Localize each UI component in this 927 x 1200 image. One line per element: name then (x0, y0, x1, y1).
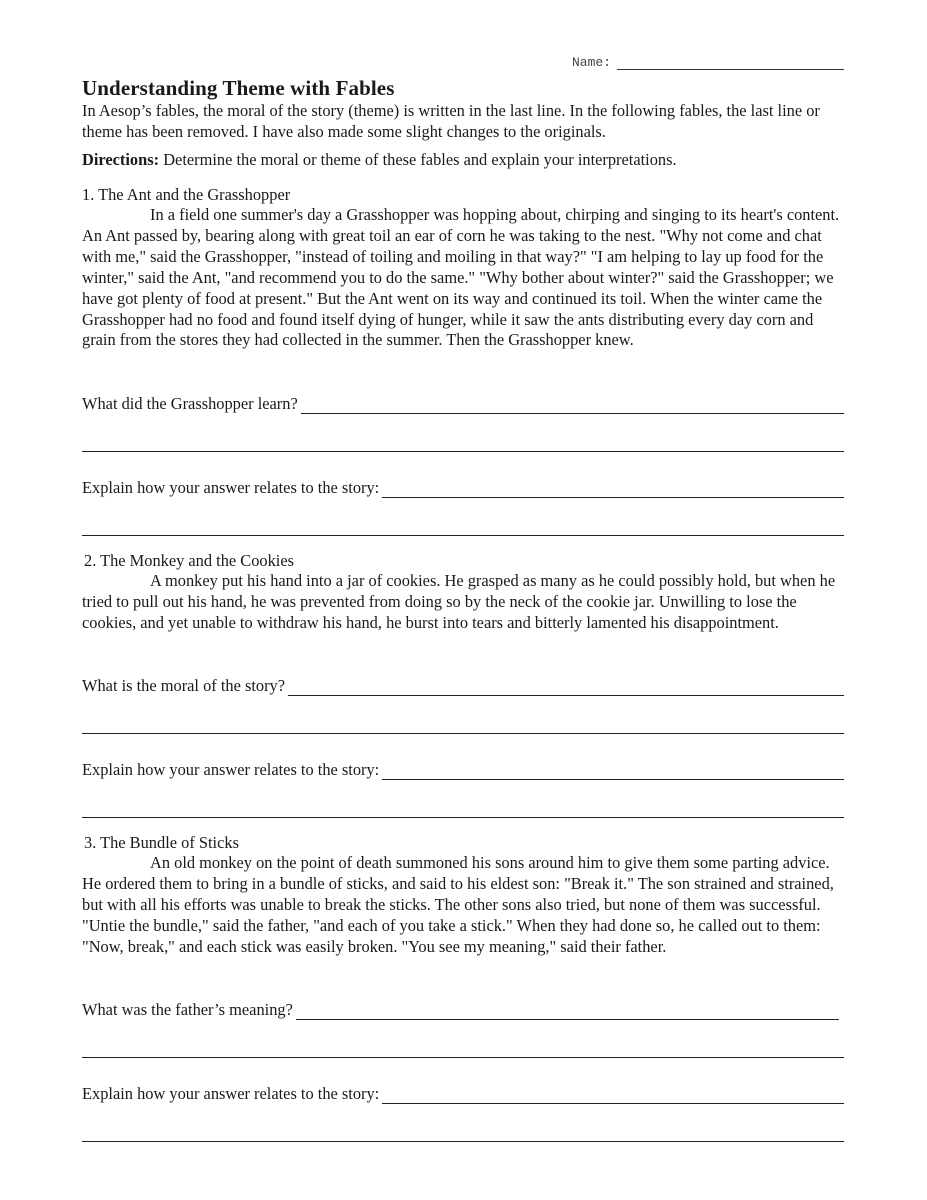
story-1-explain-line[interactable] (382, 482, 844, 498)
story-3-answer-line-2[interactable] (82, 1057, 844, 1058)
story-3-explain-prompt: Explain how your answer relates to the story: (82, 1084, 380, 1103)
story-2-answer-line[interactable] (288, 680, 844, 696)
story-2-explain-row[interactable] (82, 760, 844, 780)
story-1-explain-row[interactable] (82, 478, 844, 498)
story-2-question-row[interactable] (82, 676, 844, 696)
story-1-explain-prompt: Explain how your answer relates to the story: (82, 478, 380, 497)
story-3-question-row[interactable] (82, 1000, 839, 1020)
story-3-text: An old monkey on the point of death summoned his sons around him to give them some parting advice. He ordered them to bring in a bundle of sticks, and said to his eldest son: "Break it." The son strained and strained, but with all his efforts was unable to break the sticks. The other sons also tried, but none of them was successful. "Untie the bundle," said the father, "and each of you take a stick." When they had done so, he called out to them: "Now, break," and each stick was easily broken. "You see my meaning," said their father. (82, 853, 834, 956)
story-2-question: What is the moral of the story? (82, 676, 286, 695)
name-field[interactable] (572, 55, 844, 70)
story-3-question: What was the father’s meaning? (82, 1000, 293, 1019)
story-3-explain-row[interactable] (82, 1084, 844, 1104)
story-3-heading: 3. The Bundle of Sticks (84, 833, 239, 852)
story-1-question-row[interactable] (82, 394, 844, 414)
directions-text: Determine the moral or theme of these fables and explain your interpretations. (163, 150, 677, 169)
story-1-text: In a field one summer's day a Grasshopper was hopping about, chirping and singing to its heart's content. An Ant passed by, bearing along with great toil an ear of corn he was taking to the nest. "Why not come and chat with me," said the Grasshopper, "instead of toiling and moiling in that way?" "I am helping to lay up food for the winter," said the Ant, "and recommend you to do the same." "Why bother about winter?" said the Grasshopper; we have got plenty of food at present." But the Ant went on its way and continued its toil. When the winter came the Grasshopper had no food and found itself dying of hunger, while it saw the ants distributing every day corn and grain from the stores they had collected in the summer. Then the Grasshopper knew. (82, 205, 840, 350)
intro-paragraph: In Aesop’s fables, the moral of the story (theme) is written in the last line. In the following fables, the last line or theme has been removed. I have also made some slight changes to the originals. (82, 101, 820, 141)
story-2-explain-line[interactable] (382, 764, 844, 780)
story-2-text: A monkey put his hand into a jar of cookies. He grasped as many as he could possibly hold, but when he tried to pull out his hand, he was prevented from doing so by the neck of the cookie jar. Unwilling to lose the cookies, and yet unable to withdraw his hand, he burst into tears and bitterly lamented his disappointment. (82, 571, 836, 632)
story-3-explain-line[interactable] (382, 1088, 844, 1104)
story-1-explain-line-2[interactable] (82, 535, 844, 536)
name-blank-line[interactable] (617, 55, 844, 70)
story-1-question: What did the Grasshopper learn? (82, 394, 298, 413)
story-2-explain-line-2[interactable] (82, 817, 844, 818)
story-3-explain-line-2[interactable] (82, 1141, 844, 1142)
story-1-heading: 1. The Ant and the Grasshopper (82, 185, 291, 204)
story-3-answer-line[interactable] (296, 1004, 839, 1020)
directions-label: Directions: (82, 150, 160, 169)
story-2-explain-prompt: Explain how your answer relates to the story: (82, 760, 380, 779)
name-label: Name: (572, 55, 612, 70)
page-title: Understanding Theme with Fables (82, 76, 395, 100)
story-2-answer-line-2[interactable] (82, 733, 844, 734)
directions-paragraph (82, 149, 844, 170)
story-1-answer-line[interactable] (301, 398, 844, 414)
story-2-heading: 2. The Monkey and the Cookies (84, 551, 295, 570)
story-1-answer-line-2[interactable] (82, 451, 844, 452)
